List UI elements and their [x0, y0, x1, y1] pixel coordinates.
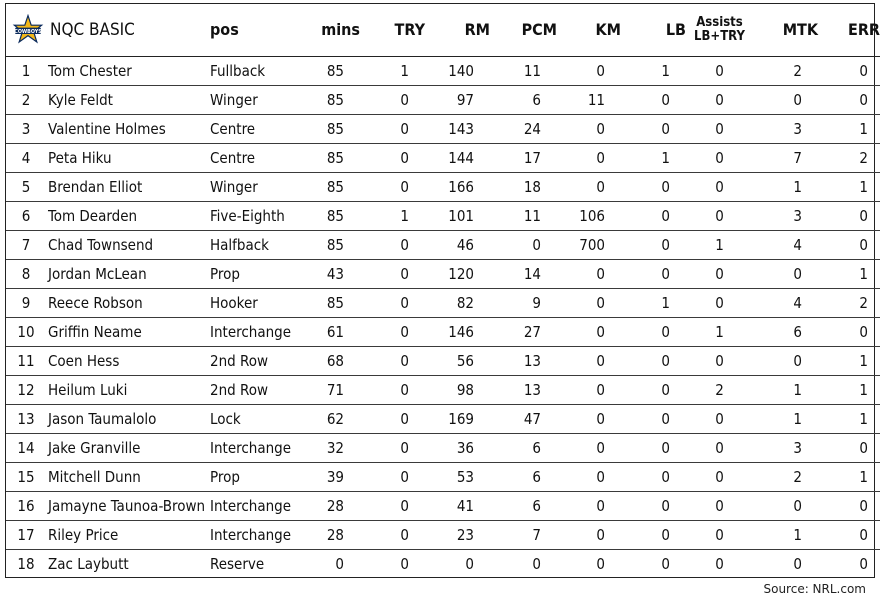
cell-player-name: Reece Robson	[46, 288, 206, 317]
cell-jersey-number: 3	[6, 114, 46, 143]
cell-position: 2nd Row	[206, 346, 298, 375]
cell-position: Centre	[206, 114, 298, 143]
cell-player-name: Griffin Neame	[46, 317, 206, 346]
cell-position: Centre	[206, 143, 298, 172]
cell-assists: 1	[686, 317, 753, 346]
cell-player-name: Coen Hess	[46, 346, 206, 375]
cell-jersey-number: 7	[6, 230, 46, 259]
cell-lb: 0	[621, 317, 686, 346]
cell-pcm: 14	[490, 259, 557, 288]
cell-lb: 0	[621, 346, 686, 375]
cell-lb: 0	[621, 114, 686, 143]
cell-err: 0	[818, 317, 880, 346]
table-row	[6, 114, 880, 143]
cell-position: Reserve	[206, 549, 298, 578]
table-row	[6, 491, 880, 520]
cell-assists: 0	[686, 288, 753, 317]
cell-mtk: 0	[753, 491, 818, 520]
svg-text:COWBOYS: COWBOYS	[14, 29, 42, 35]
cell-assists: 0	[686, 201, 753, 230]
cell-assists: 0	[686, 56, 753, 85]
cell-mins: 85	[298, 172, 360, 201]
cell-km: 0	[557, 143, 621, 172]
cell-mins: 0	[298, 549, 360, 578]
table-row	[6, 375, 880, 404]
cell-try: 0	[360, 375, 425, 404]
cell-km: 0	[557, 491, 621, 520]
cell-err: 1	[818, 462, 880, 491]
cell-lb: 0	[621, 404, 686, 433]
cell-lb: 0	[621, 375, 686, 404]
cell-jersey-number: 4	[6, 143, 46, 172]
cell-err: 1	[818, 172, 880, 201]
cell-pcm: 9	[490, 288, 557, 317]
cell-mtk: 3	[753, 114, 818, 143]
cell-mtk: 0	[753, 85, 818, 114]
cell-player-name: Riley Price	[46, 520, 206, 549]
cowboys-logo-icon	[12, 14, 44, 46]
cell-pcm: 0	[490, 230, 557, 259]
stats-table-frame	[5, 3, 880, 578]
table-row	[6, 433, 880, 462]
cell-lb: 0	[621, 433, 686, 462]
cell-jersey-number: 6	[6, 201, 46, 230]
cell-player-name: Jason Taumalolo	[46, 404, 206, 433]
col-header-assists-line2: LB+TRY	[694, 28, 745, 44]
cell-assists: 0	[686, 520, 753, 549]
col-header-try: TRY	[394, 20, 425, 40]
cell-assists: 0	[686, 433, 753, 462]
cell-jersey-number: 8	[6, 259, 46, 288]
cell-player-name: Tom Chester	[46, 56, 206, 85]
cell-km: 0	[557, 375, 621, 404]
cell-mtk: 7	[753, 143, 818, 172]
cell-try: 0	[360, 288, 425, 317]
cell-mtk: 3	[753, 201, 818, 230]
cell-try: 0	[360, 404, 425, 433]
cell-mins: 85	[298, 230, 360, 259]
cell-pcm: 6	[490, 433, 557, 462]
cell-position: Winger	[206, 85, 298, 114]
cell-pcm: 6	[490, 85, 557, 114]
cell-km: 0	[557, 404, 621, 433]
cell-player-name: Zac Laybutt	[46, 549, 206, 578]
cell-assists: 2	[686, 375, 753, 404]
cell-err: 0	[818, 56, 880, 85]
cell-km: 0	[557, 520, 621, 549]
cell-rm: 120	[425, 259, 490, 288]
cell-try: 1	[360, 56, 425, 85]
cell-rm: 97	[425, 85, 490, 114]
cell-km: 0	[557, 259, 621, 288]
table-body	[6, 56, 880, 578]
cell-try: 0	[360, 114, 425, 143]
cell-km: 0	[557, 462, 621, 491]
cell-rm: 166	[425, 172, 490, 201]
cell-assists: 0	[686, 259, 753, 288]
cell-position: Prop	[206, 462, 298, 491]
cell-mins: 43	[298, 259, 360, 288]
cell-try: 0	[360, 433, 425, 462]
table-row	[6, 230, 880, 259]
header-row	[6, 4, 880, 56]
cell-jersey-number: 1	[6, 56, 46, 85]
source-note: Source: NRL.com	[763, 582, 866, 596]
cell-jersey-number: 15	[6, 462, 46, 491]
col-header-mtk: MTK	[782, 20, 818, 40]
cell-lb: 0	[621, 491, 686, 520]
cell-jersey-number: 12	[6, 375, 46, 404]
cell-km: 0	[557, 317, 621, 346]
cell-lb: 0	[621, 201, 686, 230]
cell-mins: 71	[298, 375, 360, 404]
cell-pcm: 6	[490, 462, 557, 491]
cell-assists: 0	[686, 143, 753, 172]
cell-try: 0	[360, 462, 425, 491]
cell-try: 0	[360, 230, 425, 259]
cell-assists: 0	[686, 462, 753, 491]
cell-mtk: 1	[753, 172, 818, 201]
cell-mins: 85	[298, 56, 360, 85]
team-header	[6, 4, 206, 56]
cell-assists: 0	[686, 85, 753, 114]
cell-player-name: Jordan McLean	[46, 259, 206, 288]
cell-jersey-number: 9	[6, 288, 46, 317]
cell-try: 0	[360, 520, 425, 549]
cell-mins: 68	[298, 346, 360, 375]
cell-rm: 23	[425, 520, 490, 549]
table-row	[6, 549, 880, 578]
cell-position: Interchange	[206, 317, 298, 346]
cell-jersey-number: 2	[6, 85, 46, 114]
cell-lb: 0	[621, 172, 686, 201]
cell-pcm: 0	[490, 549, 557, 578]
cell-assists: 0	[686, 346, 753, 375]
cell-try: 0	[360, 85, 425, 114]
cell-rm: 82	[425, 288, 490, 317]
col-header-pos: pos	[210, 20, 239, 40]
cell-lb: 0	[621, 549, 686, 578]
cell-err: 1	[818, 375, 880, 404]
cell-try: 0	[360, 143, 425, 172]
cell-player-name: Valentine Holmes	[46, 114, 206, 143]
cell-rm: 36	[425, 433, 490, 462]
cell-try: 0	[360, 346, 425, 375]
player-stats-table	[6, 4, 880, 578]
cell-player-name: Brendan Elliot	[46, 172, 206, 201]
cell-err: 0	[818, 549, 880, 578]
table-row	[6, 85, 880, 114]
table-row	[6, 520, 880, 549]
cell-assists: 0	[686, 114, 753, 143]
cell-player-name: Heilum Luki	[46, 375, 206, 404]
cell-err: 0	[818, 230, 880, 259]
table-row	[6, 56, 880, 85]
cell-err: 0	[818, 433, 880, 462]
cell-pcm: 11	[490, 56, 557, 85]
col-header-assists	[686, 4, 753, 56]
cell-mins: 85	[298, 85, 360, 114]
table-row	[6, 259, 880, 288]
cell-assists: 0	[686, 491, 753, 520]
cell-mins: 85	[298, 201, 360, 230]
cell-pcm: 17	[490, 143, 557, 172]
table-row	[6, 201, 880, 230]
col-header-km: KM	[595, 20, 621, 40]
cell-km: 0	[557, 172, 621, 201]
cell-lb: 0	[621, 85, 686, 114]
cell-pcm: 18	[490, 172, 557, 201]
cell-km: 0	[557, 56, 621, 85]
cell-mtk: 1	[753, 520, 818, 549]
cell-km: 0	[557, 433, 621, 462]
col-header-lb: LB	[665, 20, 686, 40]
cell-pcm: 13	[490, 346, 557, 375]
cell-err: 1	[818, 114, 880, 143]
cell-lb: 1	[621, 143, 686, 172]
cell-mins: 32	[298, 433, 360, 462]
cell-try: 0	[360, 259, 425, 288]
table-row	[6, 462, 880, 491]
cell-jersey-number: 18	[6, 549, 46, 578]
cell-lb: 1	[621, 56, 686, 85]
cell-pcm: 7	[490, 520, 557, 549]
cell-km: 0	[557, 288, 621, 317]
cell-rm: 169	[425, 404, 490, 433]
cell-mtk: 3	[753, 433, 818, 462]
cell-err: 1	[818, 404, 880, 433]
cell-rm: 0	[425, 549, 490, 578]
cell-rm: 143	[425, 114, 490, 143]
col-header-pcm: PCM	[521, 20, 557, 40]
cell-err: 2	[818, 288, 880, 317]
cell-player-name: Jake Granville	[46, 433, 206, 462]
cell-try: 0	[360, 317, 425, 346]
cell-assists: 0	[686, 549, 753, 578]
cell-pcm: 13	[490, 375, 557, 404]
cell-try: 1	[360, 201, 425, 230]
cell-lb: 0	[621, 462, 686, 491]
cell-mtk: 2	[753, 56, 818, 85]
col-header-assists-line1: Assists	[696, 14, 743, 30]
cell-player-name: Tom Dearden	[46, 201, 206, 230]
cell-mins: 39	[298, 462, 360, 491]
cell-position: 2nd Row	[206, 375, 298, 404]
cell-mins: 85	[298, 143, 360, 172]
cell-km: 106	[557, 201, 621, 230]
cell-jersey-number: 13	[6, 404, 46, 433]
cell-km: 0	[557, 549, 621, 578]
cell-player-name: Mitchell Dunn	[46, 462, 206, 491]
cell-rm: 46	[425, 230, 490, 259]
cell-position: Winger	[206, 172, 298, 201]
cell-mins: 85	[298, 114, 360, 143]
cell-err: 0	[818, 201, 880, 230]
cell-lb: 1	[621, 288, 686, 317]
cell-rm: 98	[425, 375, 490, 404]
cell-rm: 56	[425, 346, 490, 375]
cell-km: 700	[557, 230, 621, 259]
cell-err: 0	[818, 85, 880, 114]
cell-jersey-number: 17	[6, 520, 46, 549]
cell-jersey-number: 5	[6, 172, 46, 201]
cell-player-name: Peta Hiku	[46, 143, 206, 172]
cell-km: 11	[557, 85, 621, 114]
cell-rm: 41	[425, 491, 490, 520]
cell-position: Interchange	[206, 491, 298, 520]
cell-position: Halfback	[206, 230, 298, 259]
cell-pcm: 47	[490, 404, 557, 433]
cell-mtk: 6	[753, 317, 818, 346]
cell-assists: 1	[686, 230, 753, 259]
cell-lb: 0	[621, 259, 686, 288]
cell-try: 0	[360, 172, 425, 201]
cell-mtk: 0	[753, 259, 818, 288]
cell-km: 0	[557, 114, 621, 143]
cell-mtk: 1	[753, 375, 818, 404]
cell-jersey-number: 11	[6, 346, 46, 375]
cell-km: 0	[557, 346, 621, 375]
table-row	[6, 172, 880, 201]
cell-mins: 85	[298, 288, 360, 317]
cell-lb: 0	[621, 230, 686, 259]
cell-assists: 0	[686, 172, 753, 201]
cell-err: 1	[818, 259, 880, 288]
col-header-mins: mins	[321, 20, 360, 40]
cell-lb: 0	[621, 520, 686, 549]
col-header-err: ERR	[847, 20, 880, 40]
cell-position: Interchange	[206, 520, 298, 549]
cell-player-name: Kyle Feldt	[46, 85, 206, 114]
cell-try: 0	[360, 491, 425, 520]
cell-rm: 101	[425, 201, 490, 230]
table-row	[6, 288, 880, 317]
cell-mtk: 0	[753, 346, 818, 375]
cell-jersey-number: 16	[6, 491, 46, 520]
cell-err: 1	[818, 346, 880, 375]
cell-position: Five-Eighth	[206, 201, 298, 230]
cell-mtk: 2	[753, 462, 818, 491]
table-row	[6, 143, 880, 172]
table-row	[6, 346, 880, 375]
cell-assists: 0	[686, 404, 753, 433]
cell-pcm: 11	[490, 201, 557, 230]
cell-try: 0	[360, 549, 425, 578]
col-header-rm: RM	[464, 20, 490, 40]
cell-mins: 61	[298, 317, 360, 346]
cell-jersey-number: 14	[6, 433, 46, 462]
cell-pcm: 27	[490, 317, 557, 346]
cell-position: Fullback	[206, 56, 298, 85]
cell-mins: 62	[298, 404, 360, 433]
cell-rm: 144	[425, 143, 490, 172]
cell-mins: 28	[298, 520, 360, 549]
cell-mtk: 0	[753, 549, 818, 578]
cell-pcm: 6	[490, 491, 557, 520]
cell-jersey-number: 10	[6, 317, 46, 346]
cell-rm: 146	[425, 317, 490, 346]
table-row	[6, 317, 880, 346]
team-name: NQC BASIC	[50, 19, 135, 40]
table-row	[6, 404, 880, 433]
cell-rm: 53	[425, 462, 490, 491]
cell-position: Lock	[206, 404, 298, 433]
cell-mtk: 1	[753, 404, 818, 433]
cell-rm: 140	[425, 56, 490, 85]
cell-err: 2	[818, 143, 880, 172]
cell-position: Hooker	[206, 288, 298, 317]
cell-player-name: Chad Townsend	[46, 230, 206, 259]
cell-position: Prop	[206, 259, 298, 288]
cell-position: Interchange	[206, 433, 298, 462]
cell-err: 0	[818, 491, 880, 520]
cell-pcm: 24	[490, 114, 557, 143]
cell-player-name: Jamayne Taunoa-Brown	[46, 491, 206, 520]
cell-mins: 28	[298, 491, 360, 520]
cell-err: 0	[818, 520, 880, 549]
cell-mtk: 4	[753, 230, 818, 259]
cell-mtk: 4	[753, 288, 818, 317]
